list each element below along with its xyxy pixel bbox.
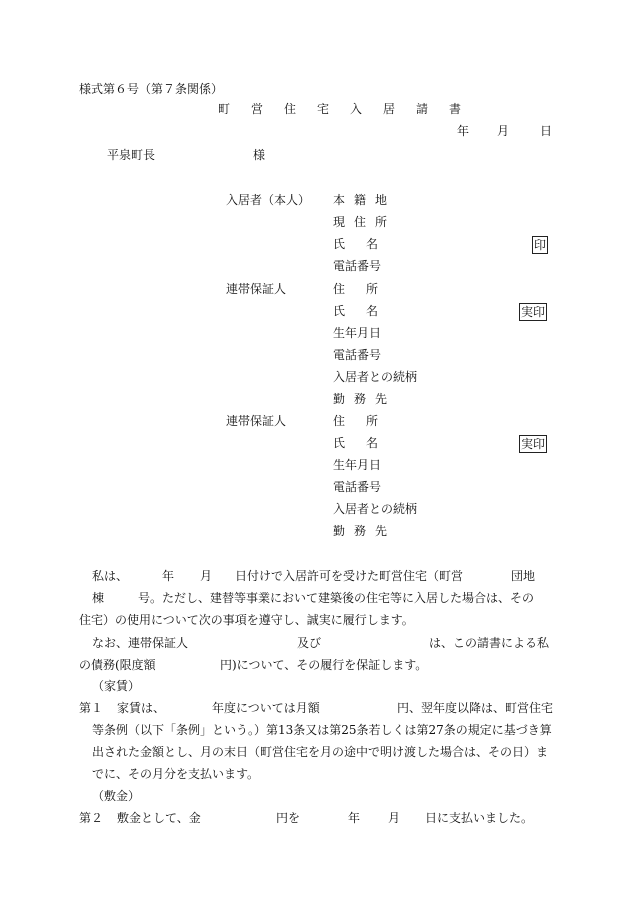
article2-e: 日に支払いました。 — [425, 811, 534, 825]
article1-line1-c: 円、翌年度以降は、町営住宅 — [397, 701, 554, 715]
date-year-label: 年 — [457, 124, 470, 138]
tenant-honseki-label: 本籍地 — [333, 193, 397, 207]
tenant-seal: 印 — [534, 238, 547, 252]
guarantor2-relation-label: 入居者との続柄 — [333, 502, 418, 516]
body-p1-line1-e: 団地 — [511, 569, 536, 583]
tenant-name-label: 氏名 — [333, 237, 400, 251]
guarantor1-work-label: 勤務先 — [333, 392, 397, 406]
tenant-label: 入居者（本人） — [226, 193, 311, 207]
deposit-heading: （敷金） — [92, 789, 141, 803]
guarantor2-address-label: 住所 — [333, 414, 400, 428]
guarantor1-phone-label: 電話番号 — [333, 348, 382, 362]
article1-line1-b: 年度については月額 — [212, 701, 320, 715]
guarantor1-label: 連帯保証人 — [226, 282, 287, 296]
addressee-name: 平泉町長 — [107, 148, 156, 162]
date-day-label: 日 — [540, 124, 553, 138]
guarantor1-seal: 実印 — [521, 305, 546, 319]
article1-line2: 等条例（以下「条例」という。）第13条又は第25条若しくは第27条の規定に基づき算 — [92, 723, 552, 737]
guarantor2-birth-label: 生年月日 — [333, 458, 382, 472]
guarantor2-phone-label: 電話番号 — [333, 480, 382, 494]
guarantor1-address-label: 住所 — [333, 282, 400, 296]
rent-heading: （家賃） — [92, 679, 141, 693]
guarantor2-name-label: 氏名 — [333, 436, 400, 450]
guarantor1-birth-label: 生年月日 — [333, 326, 382, 340]
article1-line4: でに、その月分を支払います。 — [92, 767, 260, 781]
date-month-label: 月 — [497, 124, 510, 138]
tenant-address-label: 現住所 — [333, 215, 397, 229]
article1-line1-a: 家賃は、 — [117, 701, 166, 715]
form-number: 様式第６号（第７条関係） — [79, 82, 224, 96]
article1-number: 第１ — [79, 701, 104, 715]
body-p1-line1-year: 年 — [162, 569, 175, 583]
addressee-honorific: 様 — [253, 148, 266, 162]
article2-year: 年 — [348, 811, 361, 825]
body-p1-line1-a: 私は、 — [92, 569, 129, 583]
body-p2-line1-b: 及び — [297, 636, 322, 650]
body-p1-line1-d: 日付けで入居許可を受けた町営住宅（町営 — [235, 569, 464, 583]
tenant-phone-label: 電話番号 — [333, 259, 382, 273]
body-p2-line1-a: なお、連帯保証人 — [92, 636, 189, 650]
body-p1-line3: 住宅）の使用について次の事項を遵守し、誠実に履行します。 — [79, 613, 414, 627]
article2-a: 敷金として、金 — [117, 811, 201, 825]
body-p1-line1-month: 月 — [200, 569, 213, 583]
article2-b: 円を — [276, 811, 301, 825]
guarantor2-label: 連帯保証人 — [226, 414, 287, 428]
body-p2-line2-a: の債務(限度額 — [79, 658, 156, 672]
article2-number: 第２ — [79, 811, 104, 825]
guarantor1-name-label: 氏名 — [333, 304, 400, 318]
body-p1-line2-a: 棟 — [92, 591, 105, 605]
article2-month: 月 — [388, 811, 401, 825]
article1-line3: 出された金額とし、月の末日（町営住宅を月の途中で明け渡した場合は、その日）ま — [92, 745, 549, 759]
guarantor1-relation-label: 入居者との続柄 — [333, 370, 418, 384]
page-title: 町営住宅入居請書 — [218, 102, 483, 116]
body-p2-line2-b: 円)について、その履行を保証します。 — [220, 658, 428, 672]
body-p2-line1-c: は、この請書による私 — [429, 636, 550, 650]
guarantor2-seal: 実印 — [521, 437, 546, 451]
guarantor2-work-label: 勤務先 — [333, 524, 397, 538]
body-p1-line2-b: 号。ただし、建替等事業において建築後の住宅等に入居した場合は、その — [138, 591, 535, 605]
